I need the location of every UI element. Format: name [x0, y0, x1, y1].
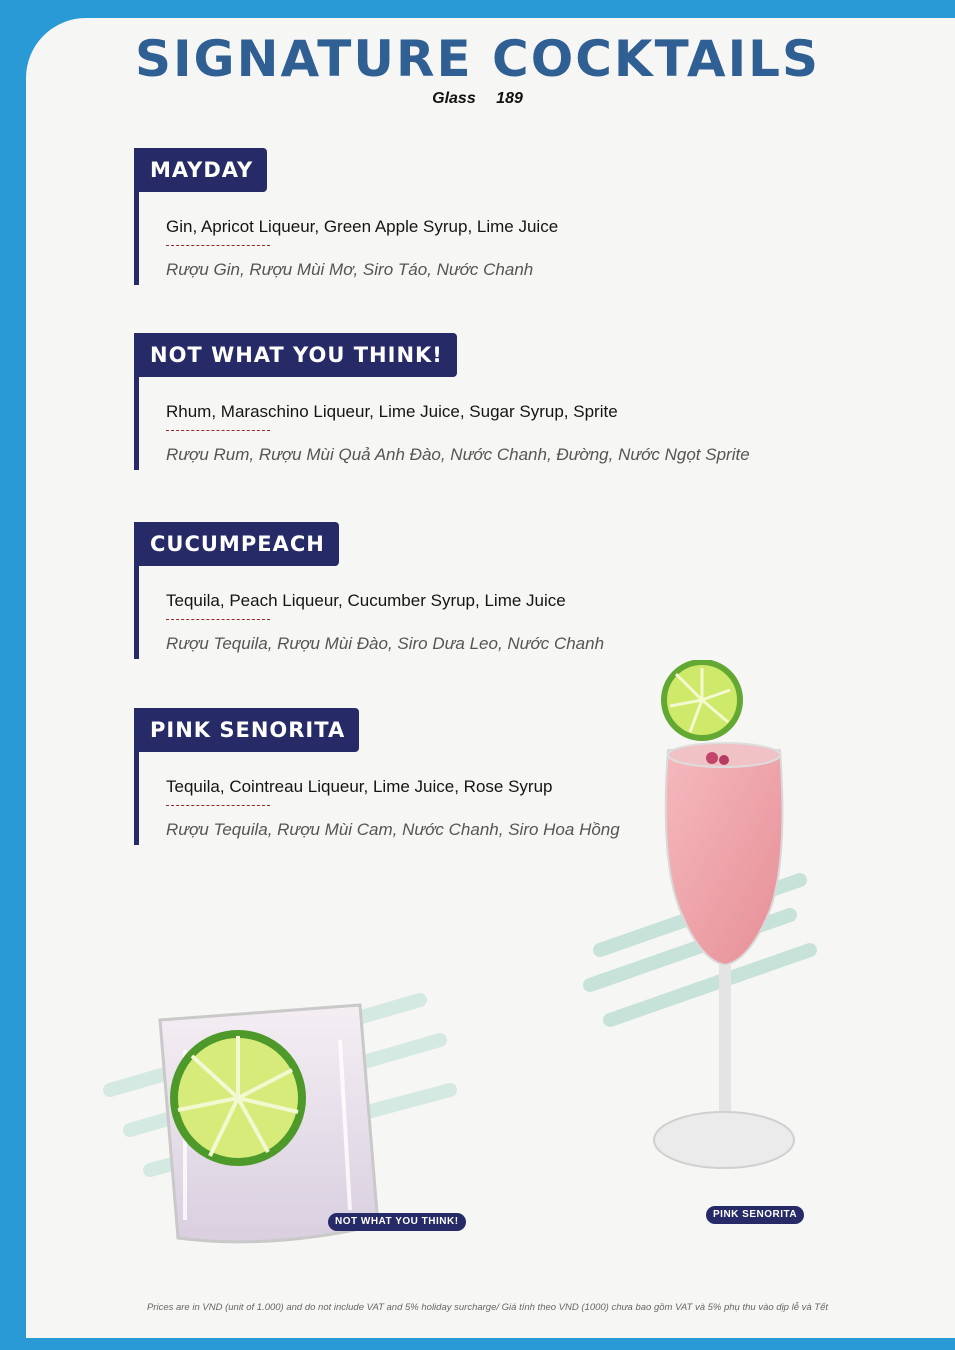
price-value: 189	[496, 90, 523, 107]
size-label: Glass	[432, 90, 476, 107]
item-ingredients-en: Tequila, Peach Liqueur, Cucumber Syrup, Lime Juice	[166, 591, 566, 610]
item-name: NOT WHAT YOU THINK!	[134, 333, 457, 377]
item-ingredients-en: Tequila, Cointreau Liqueur, Lime Juice, Rose Syrup	[166, 777, 553, 796]
photo-label-left: NOT WHAT YOU THINK!	[328, 1213, 466, 1231]
item-ingredients-vi: Rượu Gin, Rượu Mùi Mơ, Siro Táo, Nước Chanh	[166, 260, 534, 279]
item-name: PINK SENORITA	[134, 708, 359, 752]
item-ingredients-en: Rhum, Maraschino Liqueur, Lime Juice, Sugar Syrup, Sprite	[166, 402, 618, 421]
page-title: SIGNATURE COCKTAILS	[134, 30, 821, 88]
pink-senorita-photo	[620, 660, 840, 1220]
item-ingredients-vi: Rượu Tequila, Rượu Mùi Đào, Siro Dưa Leo, Nước Chanh	[166, 634, 605, 653]
item-ingredients-en: Gin, Apricot Liqueur, Green Apple Syrup, Lime Juice	[166, 217, 559, 236]
item-ingredients-vi: Rượu Tequila, Rượu Mùi Cam, Nước Chanh, Siro Hoa Hồng	[166, 820, 620, 839]
item-name: CUCUMPEACH	[134, 522, 339, 566]
item-ingredients-vi: Rượu Rum, Rượu Mùi Quả Anh Đào, Nước Chanh, Đường, Nước Ngọt Sprite	[166, 445, 750, 464]
price-disclaimer: Prices are in VND (unit of 1.000) and do not include VAT and 5% holiday surcharge/ Giá tính theo VND (1000) chưa bao gồm VAT và 5% phụ thu vào dịp lễ và Tết	[146, 1302, 829, 1313]
item-name: MAYDAY	[134, 148, 267, 192]
photo-label-right: PINK SENORITA	[706, 1206, 804, 1224]
